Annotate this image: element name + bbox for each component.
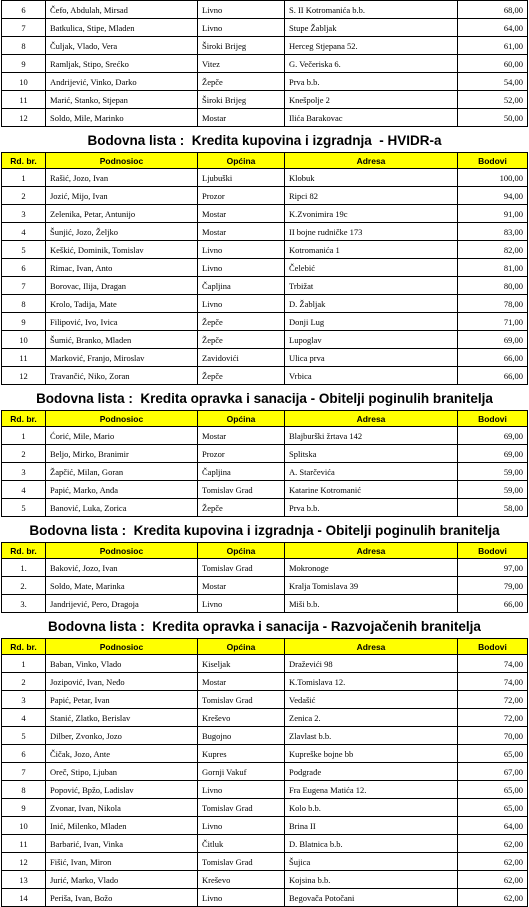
col-adresa: G. Večeriska 6. bbox=[285, 55, 458, 73]
col-podnosioc: Banović, Luka, Zorica bbox=[46, 499, 198, 517]
col-rd: 10 bbox=[2, 73, 46, 91]
ranking-table bbox=[1, 410, 528, 517]
table-row bbox=[2, 499, 528, 517]
col-rd: 8 bbox=[2, 37, 46, 55]
col-podnosioc: Jozipović, Ivan, Neđo bbox=[46, 673, 198, 691]
col-bodovi: 71,00 bbox=[458, 313, 528, 331]
col-rd: 3 bbox=[2, 691, 46, 709]
col-opcina: Mostar bbox=[198, 109, 285, 127]
col-podnosioc: Keškić, Dominik, Tomislav bbox=[46, 241, 198, 259]
table-row bbox=[2, 445, 528, 463]
col-podnosioc: Travančić, Niko, Zoran bbox=[46, 367, 198, 385]
table-header bbox=[2, 153, 528, 169]
col-rd: 7 bbox=[2, 19, 46, 37]
table-row bbox=[2, 73, 528, 91]
col-opcina: Široki Brijeg bbox=[198, 37, 285, 55]
col-rd: 6 bbox=[2, 1, 46, 19]
table-row bbox=[2, 463, 528, 481]
col-podnosioc: Jandrijević, Pero, Dragoja bbox=[46, 595, 198, 613]
col-opcina: Tomislav Grad bbox=[198, 853, 285, 871]
col-opcina: Livno bbox=[198, 295, 285, 313]
col-opcina: Široki Brijeg bbox=[198, 91, 285, 109]
col-opcina: Mostar bbox=[198, 673, 285, 691]
col-opcina: Prozor bbox=[198, 445, 285, 463]
col-opcina: Čapljina bbox=[198, 463, 285, 481]
col-adresa: Stupe Žabljak bbox=[285, 19, 458, 37]
col-podnosioc: Jozić, Mijo, Ivan bbox=[46, 187, 198, 205]
table-row bbox=[2, 853, 528, 871]
col-adresa: Herceg Stjepana 52. bbox=[285, 37, 458, 55]
col-bodovi: 65,00 bbox=[458, 799, 528, 817]
table-row bbox=[2, 313, 528, 331]
col-opcina: Kupres bbox=[198, 745, 285, 763]
col-opcina: Žepče bbox=[198, 73, 285, 91]
col-adresa: Kupreške bojne bb bbox=[285, 745, 458, 763]
col-rd: 9 bbox=[2, 313, 46, 331]
col-opcina: Čitluk bbox=[198, 835, 285, 853]
col-podnosioc: Marković, Franjo, Miroslav bbox=[46, 349, 198, 367]
col-bodovi-header: Bodovi bbox=[458, 153, 528, 169]
col-podnosioc: Čuljak, Vlado, Vera bbox=[46, 37, 198, 55]
col-bodovi-header: Bodovi bbox=[458, 639, 528, 655]
col-opcina-header: Općina bbox=[198, 153, 285, 169]
col-rd: 10 bbox=[2, 817, 46, 835]
col-podnosioc: Ramljak, Stipo, Srećko bbox=[46, 55, 198, 73]
col-adresa: Vrbica bbox=[285, 367, 458, 385]
table-row bbox=[2, 37, 528, 55]
table-row bbox=[2, 349, 528, 367]
col-podnosioc: Oreč, Stipo, Ljuban bbox=[46, 763, 198, 781]
col-adresa-header: Adresa bbox=[285, 543, 458, 559]
table-row bbox=[2, 691, 528, 709]
col-opcina: Livno bbox=[198, 817, 285, 835]
col-bodovi: 80,00 bbox=[458, 277, 528, 295]
col-opcina-header: Općina bbox=[198, 639, 285, 655]
col-adresa: Šujica bbox=[285, 853, 458, 871]
col-rd-header: Rd. br. bbox=[2, 543, 46, 559]
col-rd: 6 bbox=[2, 259, 46, 277]
col-podnosioc: Zelenika, Petar, Antunijo bbox=[46, 205, 198, 223]
col-opcina: Tomislav Grad bbox=[198, 799, 285, 817]
table-row bbox=[2, 187, 528, 205]
col-adresa: Brina II bbox=[285, 817, 458, 835]
col-opcina: Kreševo bbox=[198, 871, 285, 889]
table-row bbox=[2, 19, 528, 37]
col-opcina: Žepče bbox=[198, 367, 285, 385]
col-bodovi: 66,00 bbox=[458, 367, 528, 385]
col-podnosioc: Filipović, Ivo, Ivica bbox=[46, 313, 198, 331]
col-rd: 10 bbox=[2, 331, 46, 349]
col-bodovi: 62,00 bbox=[458, 871, 528, 889]
table-row bbox=[2, 259, 528, 277]
col-rd: 2. bbox=[2, 577, 46, 595]
col-rd: 8 bbox=[2, 295, 46, 313]
col-rd: 8 bbox=[2, 781, 46, 799]
col-opcina: Kreševo bbox=[198, 709, 285, 727]
col-bodovi: 81,00 bbox=[458, 259, 528, 277]
col-opcina: Gornji Vakuf bbox=[198, 763, 285, 781]
col-adresa: Mokronoge bbox=[285, 559, 458, 577]
col-podnosioc: Žapčić, Milan, Goran bbox=[46, 463, 198, 481]
col-opcina: Kiseljak bbox=[198, 655, 285, 673]
table-row bbox=[2, 673, 528, 691]
col-bodovi: 54,00 bbox=[458, 73, 528, 91]
col-podnosioc: Soldo, Mate, Marinka bbox=[46, 577, 198, 595]
col-bodovi: 83,00 bbox=[458, 223, 528, 241]
col-podnosioc: Ćorić, Mile, Mario bbox=[46, 427, 198, 445]
col-podnosioc: Jurić, Marko, Vlado bbox=[46, 871, 198, 889]
col-bodovi: 50,00 bbox=[458, 109, 528, 127]
col-rd: 2 bbox=[2, 187, 46, 205]
col-opcina: Livno bbox=[198, 1, 285, 19]
col-bodovi: 74,00 bbox=[458, 673, 528, 691]
col-opcina-header: Općina bbox=[198, 543, 285, 559]
col-bodovi: 66,00 bbox=[458, 595, 528, 613]
col-opcina: Mostar bbox=[198, 205, 285, 223]
table-row bbox=[2, 109, 528, 127]
table-header bbox=[2, 639, 528, 655]
col-bodovi: 69,00 bbox=[458, 445, 528, 463]
table-row bbox=[2, 799, 528, 817]
col-opcina: Livno bbox=[198, 889, 285, 907]
section-title: Bodovna lista : Kredita opravka i sanacija - Obitelji poginulih branitelja bbox=[36, 391, 493, 406]
col-adresa: Zenica 2. bbox=[285, 709, 458, 727]
col-bodovi: 74,00 bbox=[458, 655, 528, 673]
col-podnosioc-header: Podnosioc bbox=[46, 639, 198, 655]
col-opcina: Tomislav Grad bbox=[198, 481, 285, 499]
table-row bbox=[2, 745, 528, 763]
col-bodovi: 82,00 bbox=[458, 241, 528, 259]
col-rd: 7 bbox=[2, 763, 46, 781]
col-podnosioc-header: Podnosioc bbox=[46, 543, 198, 559]
col-rd: 5 bbox=[2, 241, 46, 259]
table-row bbox=[2, 427, 528, 445]
table-row bbox=[2, 277, 528, 295]
col-rd: 4 bbox=[2, 223, 46, 241]
col-bodovi: 64,00 bbox=[458, 19, 528, 37]
col-opcina: Tomislav Grad bbox=[198, 691, 285, 709]
col-adresa-header: Adresa bbox=[285, 411, 458, 427]
col-adresa: Zlavlast b.b. bbox=[285, 727, 458, 745]
col-opcina: Tomislav Grad bbox=[198, 559, 285, 577]
col-rd: 7 bbox=[2, 277, 46, 295]
col-adresa: D. Žabljak bbox=[285, 295, 458, 313]
table-row bbox=[2, 367, 528, 385]
col-adresa: Kralja Tomislava 39 bbox=[285, 577, 458, 595]
table-row bbox=[2, 595, 528, 613]
table-row bbox=[2, 709, 528, 727]
col-opcina: Livno bbox=[198, 241, 285, 259]
col-rd: 5 bbox=[2, 499, 46, 517]
col-adresa: Katarine Kotromanić bbox=[285, 481, 458, 499]
col-rd: 1 bbox=[2, 169, 46, 187]
col-podnosioc: Čičak, Jozo, Ante bbox=[46, 745, 198, 763]
col-bodovi: 67,00 bbox=[458, 763, 528, 781]
col-rd: 6 bbox=[2, 745, 46, 763]
table-header bbox=[2, 543, 528, 559]
col-podnosioc: Beljo, Mirko, Branimir bbox=[46, 445, 198, 463]
section-title: Bodovna lista : Kredita opravka i sanacija - Razvojačenih branitelja bbox=[48, 619, 481, 634]
col-adresa: Ripci 82 bbox=[285, 187, 458, 205]
col-bodovi: 69,00 bbox=[458, 331, 528, 349]
col-bodovi: 78,00 bbox=[458, 295, 528, 313]
table-row bbox=[2, 91, 528, 109]
table-row bbox=[2, 55, 528, 73]
col-adresa: Kojsina b.b. bbox=[285, 871, 458, 889]
col-rd: 11 bbox=[2, 835, 46, 853]
col-bodovi: 79,00 bbox=[458, 577, 528, 595]
col-podnosioc: Krolo, Tadija, Mate bbox=[46, 295, 198, 313]
col-bodovi: 62,00 bbox=[458, 853, 528, 871]
col-adresa: Draževići 98 bbox=[285, 655, 458, 673]
table-row bbox=[2, 481, 528, 499]
col-opcina: Čapljina bbox=[198, 277, 285, 295]
col-rd: 1 bbox=[2, 655, 46, 673]
col-rd: 11 bbox=[2, 91, 46, 109]
col-adresa-header: Adresa bbox=[285, 153, 458, 169]
col-rd: 12 bbox=[2, 853, 46, 871]
col-adresa: Donji Lug bbox=[285, 313, 458, 331]
col-podnosioc: Periša, Ivan, Božo bbox=[46, 889, 198, 907]
table-row bbox=[2, 223, 528, 241]
col-adresa: Podgrađe bbox=[285, 763, 458, 781]
col-podnosioc: Andrijević, Vinko, Darko bbox=[46, 73, 198, 91]
ranking-table bbox=[1, 152, 528, 385]
table-row bbox=[2, 889, 528, 907]
col-bodovi: 72,00 bbox=[458, 691, 528, 709]
table-row bbox=[2, 817, 528, 835]
col-bodovi: 97,00 bbox=[458, 559, 528, 577]
col-adresa: D. Blatnica b.b. bbox=[285, 835, 458, 853]
table-row bbox=[2, 1, 528, 19]
col-opcina: Zavidovići bbox=[198, 349, 285, 367]
col-adresa: Blajburški žrtava 142 bbox=[285, 427, 458, 445]
col-rd: 1. bbox=[2, 559, 46, 577]
col-adresa: Ulica prva bbox=[285, 349, 458, 367]
col-bodovi: 60,00 bbox=[458, 55, 528, 73]
table-row bbox=[2, 655, 528, 673]
col-podnosioc: Marić, Stanko, Stjepan bbox=[46, 91, 198, 109]
section-title: Bodovna lista : Kredita kupovina i izgradnja - HVIDR-a bbox=[87, 133, 442, 148]
col-podnosioc: Šumić, Branko, Mladen bbox=[46, 331, 198, 349]
col-bodovi: 69,00 bbox=[458, 427, 528, 445]
col-opcina: Livno bbox=[198, 19, 285, 37]
col-rd: 12 bbox=[2, 367, 46, 385]
col-bodovi: 62,00 bbox=[458, 889, 528, 907]
col-rd: 4 bbox=[2, 709, 46, 727]
col-rd: 1 bbox=[2, 427, 46, 445]
table-row bbox=[2, 727, 528, 745]
table-row bbox=[2, 763, 528, 781]
col-rd-header: Rd. br. bbox=[2, 153, 46, 169]
col-adresa: Prva b.b. bbox=[285, 499, 458, 517]
col-adresa: Kolo b.b. bbox=[285, 799, 458, 817]
table-row bbox=[2, 559, 528, 577]
col-adresa: Fra Eugena Matića 12. bbox=[285, 781, 458, 799]
col-bodovi: 64,00 bbox=[458, 817, 528, 835]
col-rd: 3 bbox=[2, 205, 46, 223]
col-podnosioc-header: Podnosioc bbox=[46, 411, 198, 427]
col-adresa: Čelebić bbox=[285, 259, 458, 277]
col-rd-header: Rd. br. bbox=[2, 411, 46, 427]
col-adresa: Kotromanića 1 bbox=[285, 241, 458, 259]
table-row bbox=[2, 295, 528, 313]
col-bodovi: 66,00 bbox=[458, 349, 528, 367]
col-rd: 2 bbox=[2, 673, 46, 691]
col-adresa-header: Adresa bbox=[285, 639, 458, 655]
col-bodovi: 59,00 bbox=[458, 481, 528, 499]
col-opcina: Vitez bbox=[198, 55, 285, 73]
col-podnosioc: Inić, Milenko, Mladen bbox=[46, 817, 198, 835]
col-podnosioc: Barbarić, Ivan, Vinka bbox=[46, 835, 198, 853]
col-bodovi: 70,00 bbox=[458, 727, 528, 745]
col-adresa: Knešpolje 2 bbox=[285, 91, 458, 109]
col-opcina: Ljubuški bbox=[198, 169, 285, 187]
col-adresa: K.Tomislava 12. bbox=[285, 673, 458, 691]
ranking-table bbox=[1, 638, 528, 907]
col-opcina-header: Općina bbox=[198, 411, 285, 427]
col-bodovi: 62,00 bbox=[458, 835, 528, 853]
col-podnosioc: Popović, Bpžo, Ladislav bbox=[46, 781, 198, 799]
col-adresa: S. II Kotromanića b.b. bbox=[285, 1, 458, 19]
col-opcina: Bugojno bbox=[198, 727, 285, 745]
col-adresa: Klobuk bbox=[285, 169, 458, 187]
col-podnosioc: Čefo, Abdulah, Mirsad bbox=[46, 1, 198, 19]
col-opcina: Livno bbox=[198, 781, 285, 799]
col-podnosioc: Fišić, Ivan, Miron bbox=[46, 853, 198, 871]
col-podnosioc: Zvonar, Ivan, Nikola bbox=[46, 799, 198, 817]
col-podnosioc: Stanić, Zlatko, Berislav bbox=[46, 709, 198, 727]
col-podnosioc: Dilber, Zvonko, Jozo bbox=[46, 727, 198, 745]
col-podnosioc: Rašić, Jozo, Ivan bbox=[46, 169, 198, 187]
col-adresa: Miši b.b. bbox=[285, 595, 458, 613]
col-adresa: Ilića Barakovac bbox=[285, 109, 458, 127]
col-adresa: K.Zvonimira 19c bbox=[285, 205, 458, 223]
col-rd: 11 bbox=[2, 349, 46, 367]
col-rd: 13 bbox=[2, 871, 46, 889]
col-podnosioc: Soldo, Mile, Marinko bbox=[46, 109, 198, 127]
col-adresa: Prva b.b. bbox=[285, 73, 458, 91]
col-bodovi: 65,00 bbox=[458, 781, 528, 799]
col-opcina: Livno bbox=[198, 595, 285, 613]
col-rd: 14 bbox=[2, 889, 46, 907]
col-opcina: Žepče bbox=[198, 499, 285, 517]
table-row bbox=[2, 169, 528, 187]
table-row bbox=[2, 781, 528, 799]
ranking-table bbox=[1, 542, 528, 613]
col-podnosioc: Šunjić, Jozo, Željko bbox=[46, 223, 198, 241]
col-podnosioc: Borovac, Ilija, Dragan bbox=[46, 277, 198, 295]
col-rd: 5 bbox=[2, 727, 46, 745]
col-opcina: Mostar bbox=[198, 427, 285, 445]
col-adresa: Lupoglav bbox=[285, 331, 458, 349]
col-opcina: Žepče bbox=[198, 331, 285, 349]
col-bodovi: 65,00 bbox=[458, 745, 528, 763]
col-rd: 2 bbox=[2, 445, 46, 463]
table-row bbox=[2, 241, 528, 259]
col-opcina: Žepče bbox=[198, 313, 285, 331]
col-podnosioc: Batkulica, Stipe, Mladen bbox=[46, 19, 198, 37]
col-bodovi: 58,00 bbox=[458, 499, 528, 517]
col-bodovi: 100,00 bbox=[458, 169, 528, 187]
col-adresa: Vedašić bbox=[285, 691, 458, 709]
col-opcina: Livno bbox=[198, 259, 285, 277]
col-opcina: Mostar bbox=[198, 223, 285, 241]
col-adresa: Trbižat bbox=[285, 277, 458, 295]
col-opcina: Prozor bbox=[198, 187, 285, 205]
table-row bbox=[2, 331, 528, 349]
col-adresa: Splitska bbox=[285, 445, 458, 463]
col-podnosioc-header: Podnosioc bbox=[46, 153, 198, 169]
col-rd: 9 bbox=[2, 55, 46, 73]
ranking-table bbox=[1, 0, 528, 127]
table-row bbox=[2, 577, 528, 595]
col-adresa: II bojne rudničke 173 bbox=[285, 223, 458, 241]
table-row bbox=[2, 205, 528, 223]
col-podnosioc: Papić, Marko, Anđa bbox=[46, 481, 198, 499]
col-podnosioc: Papić, Petar, Ivan bbox=[46, 691, 198, 709]
col-podnosioc: Baban, Vinko, Vlado bbox=[46, 655, 198, 673]
col-bodovi-header: Bodovi bbox=[458, 411, 528, 427]
col-podnosioc: Baković, Jozo, Ivan bbox=[46, 559, 198, 577]
col-rd: 3 bbox=[2, 463, 46, 481]
col-bodovi: 59,00 bbox=[458, 463, 528, 481]
section-title: Bodovna lista : Kredita kupovina i izgradnja - Obitelji poginulih branitelja bbox=[29, 523, 500, 538]
col-bodovi: 91,00 bbox=[458, 205, 528, 223]
col-rd-header: Rd. br. bbox=[2, 639, 46, 655]
col-bodovi: 72,00 bbox=[458, 709, 528, 727]
col-bodovi: 94,00 bbox=[458, 187, 528, 205]
col-bodovi-header: Bodovi bbox=[458, 543, 528, 559]
col-opcina: Mostar bbox=[198, 577, 285, 595]
col-rd: 12 bbox=[2, 109, 46, 127]
table-header bbox=[2, 411, 528, 427]
col-bodovi: 68,00 bbox=[458, 1, 528, 19]
table-row bbox=[2, 871, 528, 889]
col-rd: 3. bbox=[2, 595, 46, 613]
col-adresa: A. Starčevića bbox=[285, 463, 458, 481]
col-rd: 4 bbox=[2, 481, 46, 499]
col-podnosioc: Rimac, Ivan, Anto bbox=[46, 259, 198, 277]
col-rd: 9 bbox=[2, 799, 46, 817]
col-bodovi: 61,00 bbox=[458, 37, 528, 55]
col-bodovi: 52,00 bbox=[458, 91, 528, 109]
col-adresa: Begovača Potočani bbox=[285, 889, 458, 907]
